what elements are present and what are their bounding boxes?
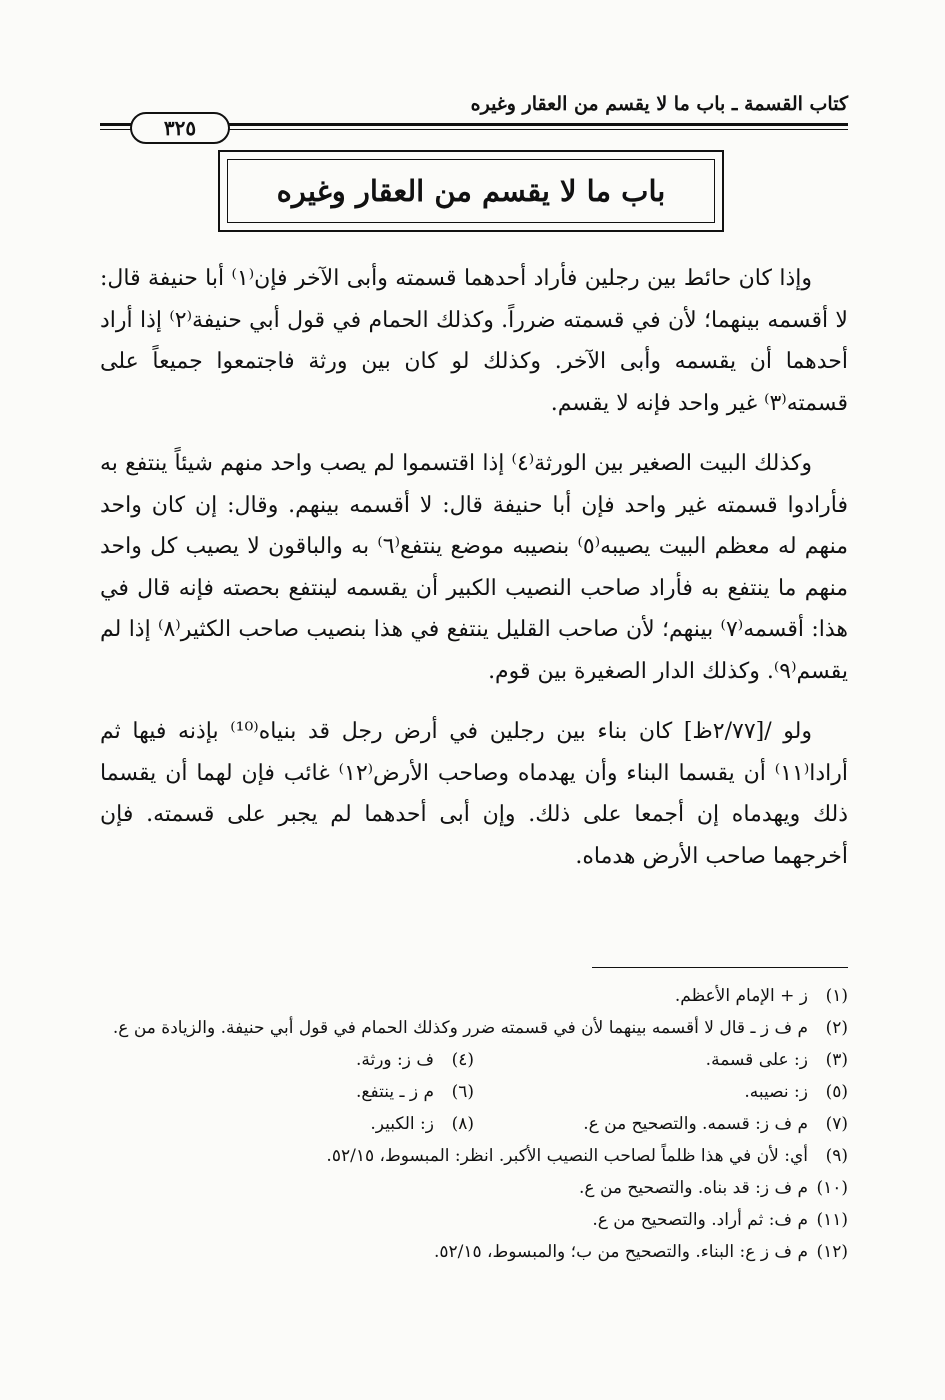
footnote-number: (٢) — [825, 1018, 848, 1038]
footnote-number: (١١) — [816, 1210, 848, 1230]
footnote-number: (٤) — [451, 1050, 474, 1070]
footnote-number: (١٠) — [816, 1178, 848, 1198]
footnote-number: (٩) — [825, 1146, 848, 1166]
footnote — [100, 1140, 848, 1172]
footnote-text: ز: الكبير. — [370, 1114, 434, 1134]
footnote — [100, 1044, 474, 1076]
paragraph: ولو /[٢/٧٧ظ] كان بناء بين رجلين في أرض رجل قد بنياه⁽¹⁰⁾ بإذنه فيها ثم أرادا⁽١١⁾ أن يقسما البناء وأن يهدماه وصاحب الأرض⁽١٢⁾ غائب فإن لهما أن يقسما ذلك ويهدماه إن أجمعا على ذلك. وإن أبى أحدهما لم يجبر على قسمته. فإن أخرجهما صاحب الأرض هدماه. — [100, 719, 849, 869]
footnote-text: ز: على قسمة. — [705, 1050, 808, 1070]
footnote-text: م ف: ثم أراد. والتصحيح من ع. — [592, 1210, 808, 1230]
footnote-number: (٧) — [825, 1114, 848, 1134]
footnote-text: ز: نصيبه. — [744, 1082, 808, 1102]
footnote — [100, 1204, 848, 1236]
footnote — [474, 1044, 848, 1076]
running-header: كتاب القسمة ـ باب ما لا يقسم من العقار وغيره — [470, 93, 848, 115]
footnote-text: ز + الإمام الأعظم. — [674, 986, 808, 1006]
footnote-number: (٣) — [825, 1050, 848, 1070]
paragraph: وكذلك البيت الصغير بين الورثة⁽٤⁾ إذا اقتسموا لم يصب واحد منهم شيئاً ينتفع به فأرادوا قسمته غير واحد فإن أبا حنيفة قال: لا أقسمه بينهم. وقال: إن كان واحد منهم له معظم البيت يصيبه⁽٥⁾ بنصيبه موضع ينتفع⁽٦⁾ به والباقون لا يصيب كل واحد منهم ما ينتفع به فأراد صاحب النصيب الكبير أن يقسمه لينتفع بحصته فإنه قال في هذا: أقسمه⁽٧⁾ بينهم؛ لأن صاحب القليل ينتفع في هذا بنصيب صاحب الكثير⁽٨⁾ إذا لم يقسم⁽٩⁾. وكذلك الدار الصغيرة بين قوم. — [100, 451, 848, 684]
footnote-text: م ف ز ع: البناء. والتصحيح من ب؛ والمبسوط، ٥٢/١٥. — [433, 1242, 808, 1262]
footnote-number: (٦) — [451, 1082, 474, 1102]
footnote-number: (١) — [825, 986, 848, 1006]
body-text — [100, 258, 848, 896]
footnote-text: م ف ز: قد بناه. والتصحيح من ع. — [579, 1178, 808, 1198]
footnote-number: (٨) — [451, 1114, 474, 1134]
footnote — [474, 1108, 848, 1140]
page-number: ٣٢٥ — [130, 112, 230, 144]
footnote-text: م ف ز ـ قال لا أقسمه بينهما لأن في قسمته ضرر وكذلك الحمام في قول أبي حنيفة. والزيادة من ع. — [112, 1018, 808, 1038]
footnote — [100, 980, 848, 1012]
footnote-text: م ف ز: قسمه. والتصحيح من ع. — [583, 1114, 808, 1134]
footnote-row — [100, 1076, 848, 1108]
footnote — [100, 1076, 474, 1108]
footnote — [100, 1236, 848, 1268]
footnote-number: (٥) — [825, 1082, 848, 1102]
footnote-text: أي: لأن في هذا ظلماً لصاحب النصيب الأكبر. انظر: المبسوط، ٥٢/١٥. — [326, 1146, 808, 1166]
footnote-text: م ز ـ ينتفع. — [356, 1082, 434, 1102]
footnote-row — [100, 1108, 848, 1140]
footnote-number: (١٢) — [816, 1242, 848, 1262]
chapter-title: باب ما لا يقسم من العقار وغيره — [276, 174, 666, 208]
footnote — [474, 1076, 848, 1108]
footnotes — [100, 980, 848, 1268]
footnote — [100, 1012, 848, 1044]
footnote — [100, 1172, 848, 1204]
footnote — [100, 1108, 474, 1140]
footnote-row — [100, 1044, 848, 1076]
footnote-text: ف ز: ورثة. — [355, 1050, 434, 1070]
paragraph: وإذا كان حائط بين رجلين فأراد أحدهما قسمته وأبى الآخر فإن⁽١⁾ أبا حنيفة قال: لا أقسمه بينهما؛ لأن في قسمته ضرراً. وكذلك الحمام في قول أبي حنيفة⁽٢⁾ إذا أراد أحدهما أن يقسمه وأبى الآخر. وكذلك لو كان بين ورثة فاجتمعوا جميعاً على قسمته⁽٣⁾ غير واحد فإنه لا يقسم. — [100, 266, 848, 416]
footnote-separator — [592, 967, 848, 968]
